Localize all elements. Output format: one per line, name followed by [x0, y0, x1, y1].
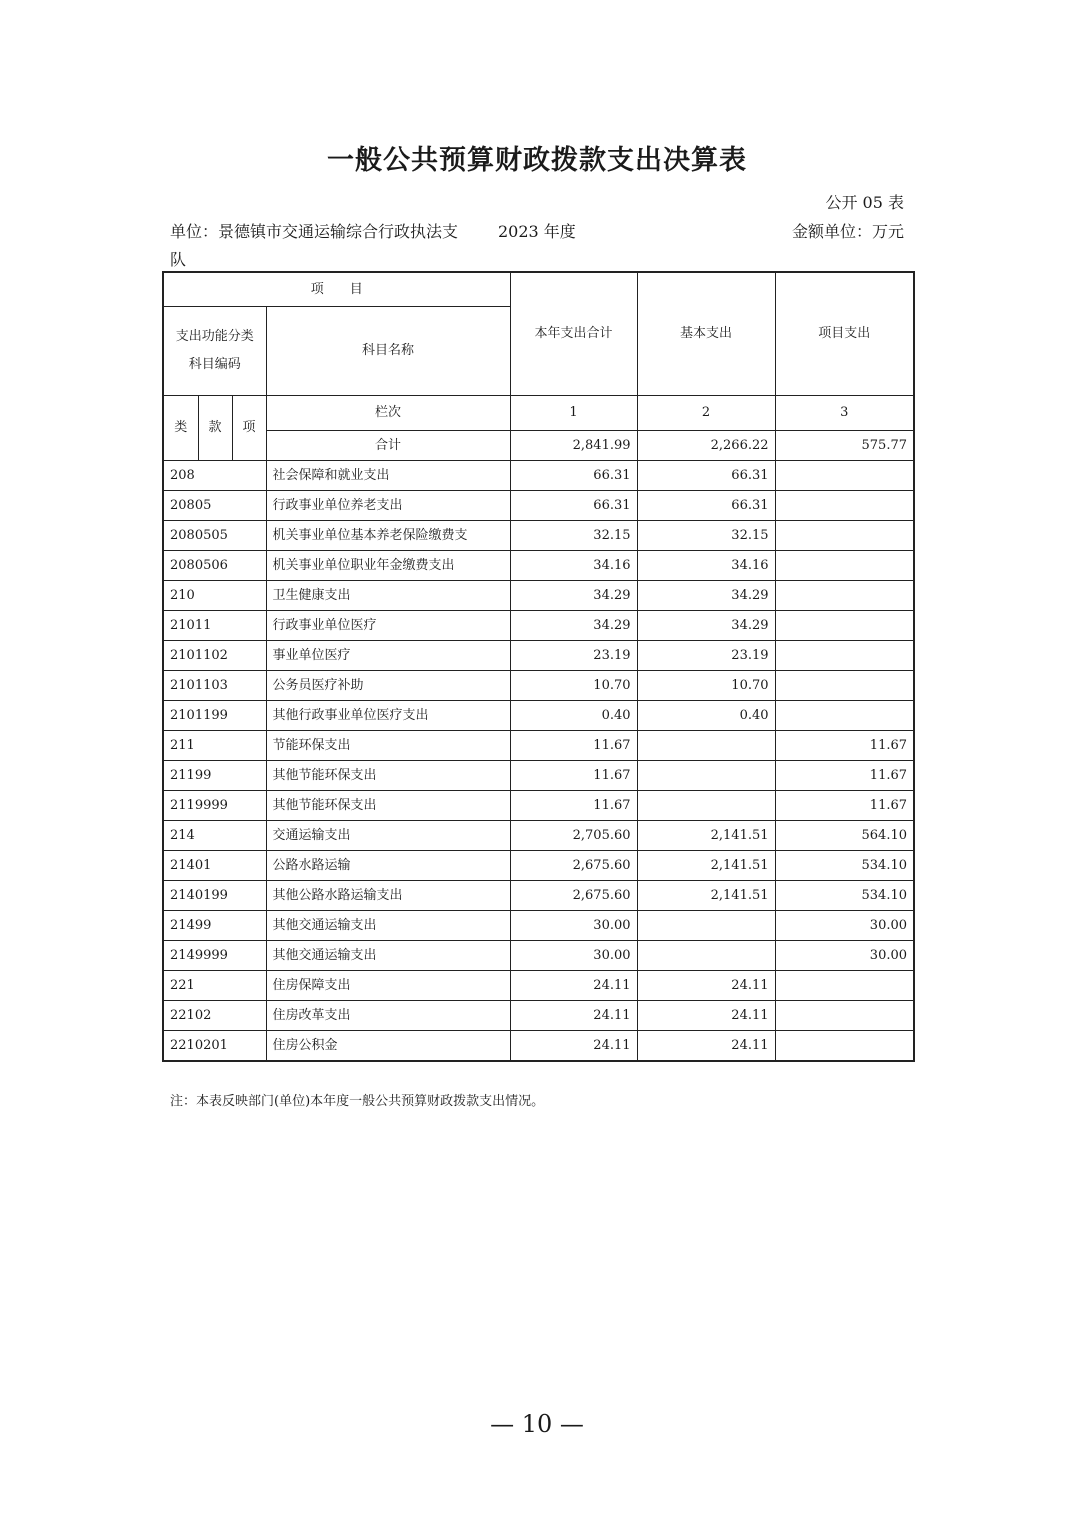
row-code: 2080505 [163, 521, 266, 551]
table-row [163, 671, 914, 701]
table-row [163, 641, 914, 671]
row-subject-name: 其他节能环保支出 [266, 761, 510, 791]
row-basic: 34.16 [637, 551, 775, 581]
row-code: 214 [163, 821, 266, 851]
row-basic: 24.11 [637, 1001, 775, 1031]
row-code: 20805 [163, 491, 266, 521]
table-row [163, 491, 914, 521]
row-project: 11.67 [775, 761, 914, 791]
sum-project: 575.77 [775, 431, 914, 461]
row-project: 534.10 [775, 851, 914, 881]
row-basic: 24.11 [637, 1031, 775, 1062]
row-code: 2149999 [163, 941, 266, 971]
table-row [163, 731, 914, 761]
row-code: 221 [163, 971, 266, 1001]
row-basic [637, 941, 775, 971]
table-row [163, 821, 914, 851]
header-col1: 1 [510, 396, 637, 431]
table-row [163, 761, 914, 791]
row-total: 34.16 [510, 551, 637, 581]
row-total: 34.29 [510, 611, 637, 641]
header-xiang: 项 [232, 396, 266, 461]
row-total: 24.11 [510, 971, 637, 1001]
row-total: 11.67 [510, 791, 637, 821]
row-basic: 34.29 [637, 581, 775, 611]
header-col2: 2 [637, 396, 775, 431]
row-project: 11.67 [775, 731, 914, 761]
row-project [775, 581, 914, 611]
header-total: 本年支出合计 [510, 272, 637, 396]
row-subject-name: 住房改革支出 [266, 1001, 510, 1031]
row-code: 2080506 [163, 551, 266, 581]
row-basic [637, 761, 775, 791]
table-row [163, 881, 914, 911]
row-subject-name: 其他交通运输支出 [266, 911, 510, 941]
row-project: 534.10 [775, 881, 914, 911]
row-total: 2,675.60 [510, 851, 637, 881]
row-subject-name: 其他公路水路运输支出 [266, 881, 510, 911]
row-code: 2119999 [163, 791, 266, 821]
row-project: 11.67 [775, 791, 914, 821]
table-row [163, 1001, 914, 1031]
row-subject-name: 节能环保支出 [266, 731, 510, 761]
row-total: 66.31 [510, 491, 637, 521]
table-row [163, 1031, 914, 1062]
row-total: 66.31 [510, 461, 637, 491]
row-basic: 2,141.51 [637, 881, 775, 911]
page-number: — 10 — [490, 1410, 584, 1438]
row-project [775, 461, 914, 491]
table-row [163, 971, 914, 1001]
row-total: 30.00 [510, 941, 637, 971]
row-basic: 24.11 [637, 971, 775, 1001]
header-lanci: 栏次 [266, 396, 510, 431]
row-subject-name: 事业单位医疗 [266, 641, 510, 671]
row-project [775, 611, 914, 641]
row-basic: 66.31 [637, 461, 775, 491]
row-total: 34.29 [510, 581, 637, 611]
row-code: 21011 [163, 611, 266, 641]
table-row [163, 701, 914, 731]
row-project: 30.00 [775, 911, 914, 941]
row-project [775, 521, 914, 551]
table-row [163, 611, 914, 641]
table-row [163, 941, 914, 971]
sum-label: 合计 [266, 431, 510, 461]
header-lei: 类 [163, 396, 198, 461]
sum-total: 2,841.99 [510, 431, 637, 461]
row-code: 2210201 [163, 1031, 266, 1062]
row-basic [637, 791, 775, 821]
row-subject-name: 机关事业单位职业年金缴费支出 [266, 551, 510, 581]
table-row [163, 791, 914, 821]
row-subject-name: 卫生健康支出 [266, 581, 510, 611]
table-row [163, 521, 914, 551]
table-row [163, 461, 914, 491]
row-total: 24.11 [510, 1001, 637, 1031]
row-project: 30.00 [775, 941, 914, 971]
row-subject-name: 公务员医疗补助 [266, 671, 510, 701]
header-func-code: 支出功能分类科目编码 [163, 307, 266, 396]
amount-unit-label: 金额单位：万元 [791, 222, 904, 241]
row-subject-name: 行政事业单位医疗 [266, 611, 510, 641]
row-basic: 34.29 [637, 611, 775, 641]
row-code: 2101102 [163, 641, 266, 671]
header-project: 项 目 [163, 272, 510, 307]
header-project-expense: 项目支出 [775, 272, 914, 396]
header-basic: 基本支出 [637, 272, 775, 396]
row-subject-name: 其他交通运输支出 [266, 941, 510, 971]
row-basic: 66.31 [637, 491, 775, 521]
row-subject-name: 交通运输支出 [266, 821, 510, 851]
row-basic: 0.40 [637, 701, 775, 731]
row-project [775, 971, 914, 1001]
row-total: 32.15 [510, 521, 637, 551]
row-project [775, 1001, 914, 1031]
table-row [163, 551, 914, 581]
row-basic: 23.19 [637, 641, 775, 671]
sum-basic: 2,266.22 [637, 431, 775, 461]
row-total: 2,675.60 [510, 881, 637, 911]
row-code: 211 [163, 731, 266, 761]
row-code: 2101199 [163, 701, 266, 731]
row-basic [637, 731, 775, 761]
row-subject-name: 其他行政事业单位医疗支出 [266, 701, 510, 731]
header-subject-name: 科目名称 [266, 307, 510, 396]
row-project [775, 641, 914, 671]
row-code: 208 [163, 461, 266, 491]
table-row [163, 581, 914, 611]
row-subject-name: 住房保障支出 [266, 971, 510, 1001]
row-subject-name: 其他节能环保支出 [266, 791, 510, 821]
row-code: 2140199 [163, 881, 266, 911]
form-number: 公开 05 表 [825, 193, 904, 212]
row-subject-name: 社会保障和就业支出 [266, 461, 510, 491]
row-project [775, 1031, 914, 1062]
row-total: 24.11 [510, 1031, 637, 1062]
row-subject-name: 公路水路运输 [266, 851, 510, 881]
row-total: 23.19 [510, 641, 637, 671]
row-basic: 32.15 [637, 521, 775, 551]
year-label: 2023 年度 [498, 222, 576, 241]
budget-table [162, 271, 915, 1062]
page-title: 一般公共预算财政拨款支出决算表 [327, 145, 747, 176]
row-code: 22102 [163, 1001, 266, 1031]
row-total: 2,705.60 [510, 821, 637, 851]
table-row [163, 851, 914, 881]
row-subject-name: 机关事业单位基本养老保险缴费支 [266, 521, 510, 551]
table-row [163, 911, 914, 941]
row-project: 564.10 [775, 821, 914, 851]
row-code: 2101103 [163, 671, 266, 701]
header-col3: 3 [775, 396, 914, 431]
header-kuan: 款 [198, 396, 232, 461]
row-basic [637, 911, 775, 941]
row-total: 11.67 [510, 761, 637, 791]
row-subject-name: 住房公积金 [266, 1031, 510, 1062]
row-total: 10.70 [510, 671, 637, 701]
table-note: 注：本表反映部门(单位)本年度一般公共预算财政拨款支出情况。 [170, 1094, 545, 1109]
unit-label: 单位：景德镇市交通运输综合行政执法支队 [170, 222, 459, 269]
row-basic: 2,141.51 [637, 851, 775, 881]
row-total: 11.67 [510, 731, 637, 761]
row-code: 21499 [163, 911, 266, 941]
row-code: 21401 [163, 851, 266, 881]
row-project [775, 491, 914, 521]
row-subject-name: 行政事业单位养老支出 [266, 491, 510, 521]
row-code: 21199 [163, 761, 266, 791]
row-code: 210 [163, 581, 266, 611]
row-project [775, 671, 914, 701]
row-basic: 10.70 [637, 671, 775, 701]
row-project [775, 551, 914, 581]
row-basic: 2,141.51 [637, 821, 775, 851]
row-total: 0.40 [510, 701, 637, 731]
row-total: 30.00 [510, 911, 637, 941]
row-project [775, 701, 914, 731]
